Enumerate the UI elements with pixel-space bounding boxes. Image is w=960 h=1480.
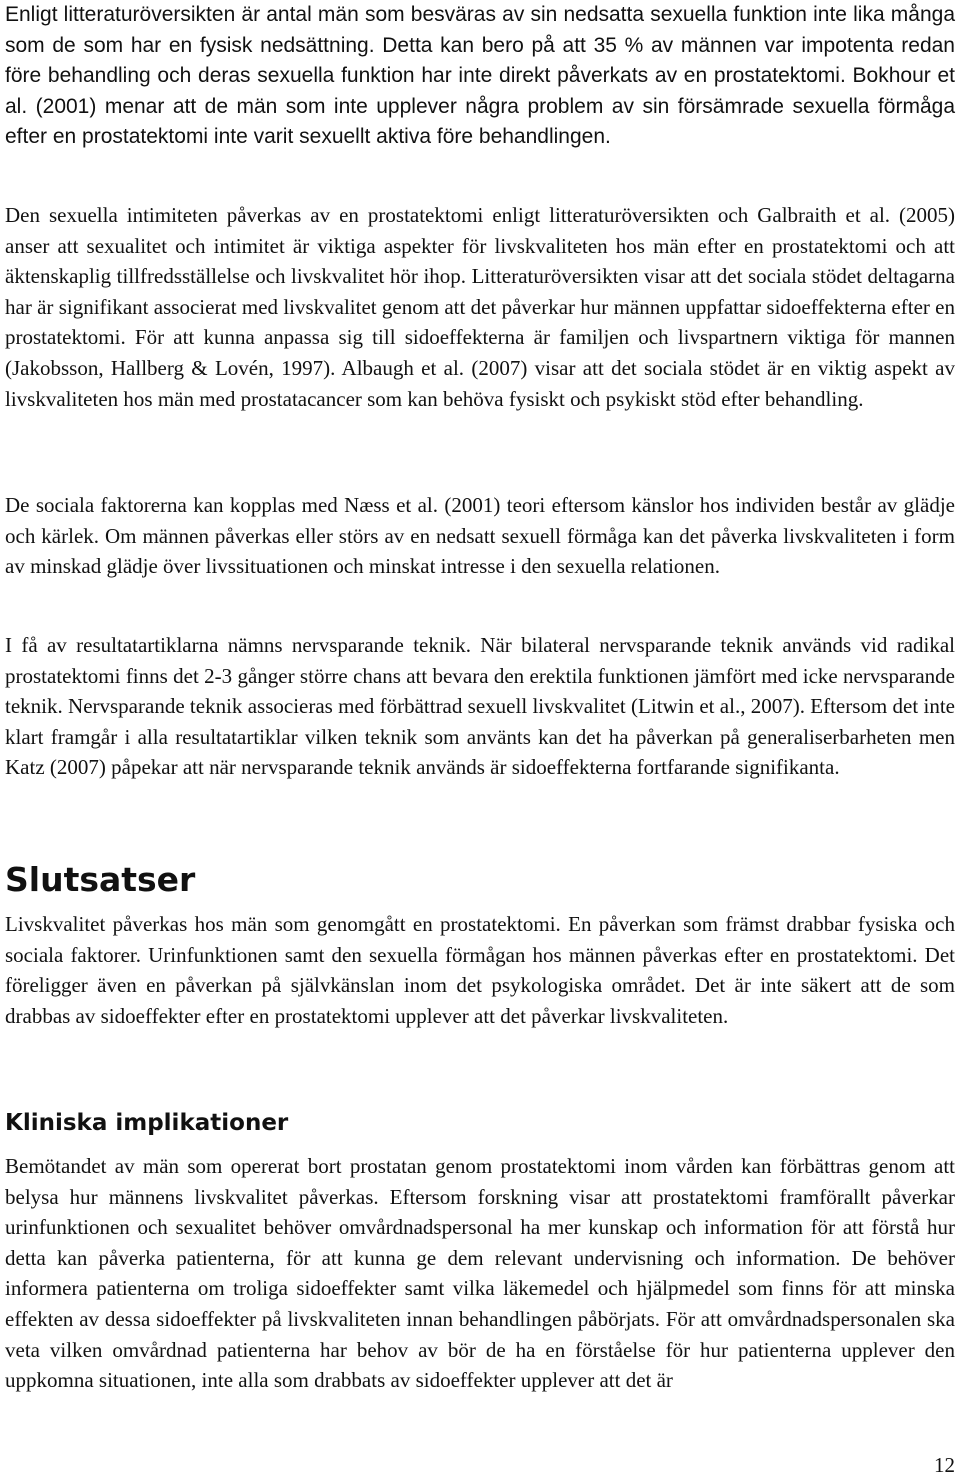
paragraph-sexual-intimacy: Den sexuella intimiteten påverkas av en prostatektomi enligt litteraturöversikten och Galbraith et al. (2005) anser att sexualitet och intimitet är viktiga aspekter för livskvaliteten hos män efter en prostatektomi och att äktenskaplig tillfredsställelse och livskvalitet hör ihop. Litteraturöversikten visar att det sociala stödet deltagarna har är signifikant associerat med livskvalitet genom att det påverkar hur männen uppfattar sidoeffekterna efter en prostatektomi. För att kunna anpassa sig till sidoeffekterna är familjen och livspartnern viktiga för mannen (Jakobsson, Hallberg & Lovén, 1997). Albaugh et al. (2007) visar att det sociala stödet är en viktig aspekt av livskvaliteten hos män med prostatacancer som kan behöva fysiskt och psykiskt stöd efter behandling. <box>5 203 955 411</box>
heading-slutsatser: Slutsatser <box>5 860 196 899</box>
paragraph-nerve-sparing: I få av resultatartiklarna nämns nervsparande teknik. När bilateral nervsparande teknik används vid radikal prostatektomi finns det 2-3 gånger större chans att bevara den erektila funktionen jämfört med icke nervsparande teknik. Nervsparande teknik associeras med förbättrad sexuell livskvalitet (Litwin et al., 2007). Eftersom det inte klart framgår i alla resultatartiklar vilken teknik som använts kan det ha påverkan på generaliserbarheten men Katz (2007) påpekar att när nervsparande teknik används är sidoeffekterna fortfarande signifikanta. <box>5 633 955 780</box>
heading-kliniska-implikationer: Kliniska implikationer <box>5 1110 289 1136</box>
paragraph-conclusions: Livskvalitet påverkas hos män som genomgått en prostatektomi. En påverkan som främst drabbar fysiska och sociala faktorer. Urinfunktionen samt den sexuella förmågan hos männen påverkas efter en prostatektomi. Det föreligger även en påverkan på självkänslan inom det psykologiska området. Det är inte säkert att de som drabbas av sidoeffekter efter en prostatektomi upplever att det påverkar livskvaliteten. <box>5 912 955 1028</box>
paragraph-literature-sexual-function: Enligt litteraturöversikten är antal män som besväras av sin nedsatta sexuella funktion inte lika många som de som har en fysisk nedsättning. Detta kan bero på att 35 % av männen var impotenta redan före behandling och deras sexuella funktion har inte direkt påverkats av en prostatektomi. Bokhour et al. (2001) menar att de män som inte upplever några problem av sin försämrade sexuella förmåga efter en prostatektomi inte varit sexuellt aktiva före behandlingen. <box>5 3 955 149</box>
page-number: 12 <box>934 1453 955 1477</box>
paragraph-clinical-implications: Bemötandet av män som opererat bort prostatan genom prostatektomi inom vården kan förbättras genom att belysa hur männens livskvalitet påverkas. Eftersom forskning visar att prostatektomi framförallt påverkar urinfunktionen och sexualitet behöver omvårdnadspersonal ha mer kunskap och information för att förstå hur detta kan påverka patienterna, för att kunna ge dem relevant undervisning och information. De behöver informera patienterna om troliga sidoeffekter samt vilka läkemedel och hjälpmedel som finns för att minska effekten av dessa sidoeffekter på livskvaliteten innan behandlingen påbörjats. För att omvårdnadspersonalen ska veta vilken omvårdnad patienterna har behov av bör de ha en förståelse för hur patienterna upplever den uppkomna situationen, inte alla som drabbats av sidoeffekter upplever att det är <box>5 1154 955 1393</box>
paragraph-social-factors: De sociala faktorerna kan kopplas med Næss et al. (2001) teori eftersom känslor hos individen består av glädje och kärlek. Om männen påverkas eller störs av en nedsatt sexuell förmåga kan det påverka livskvaliteten i form av minskad glädje över livssituationen och minskat intresse i den sexuella relationen. <box>5 493 955 579</box>
